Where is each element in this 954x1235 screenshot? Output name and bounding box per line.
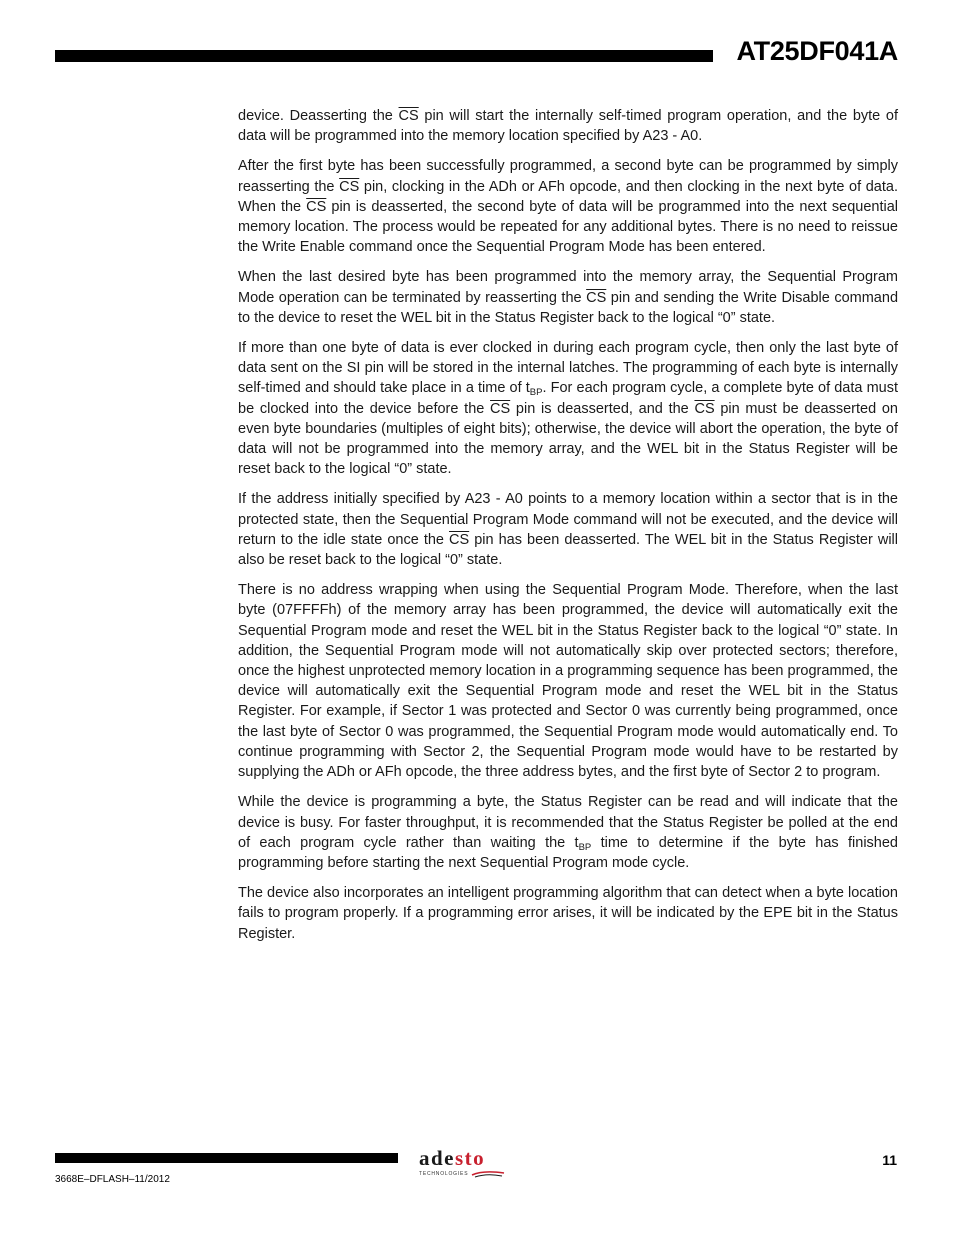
- paragraph-5: If the address initially specified by A23 - A0 points to a memory location within a sector that is in the protected state, then the Sequential Program Mode command will not be executed, and the device will return to the idle state once the $\overline{CS}$ pin has been deasserted. The WEL bit in the Status Register will also be reset back to the logical “0” state.: [238, 491, 898, 569]
- paragraph-7: While the device is programming a byte, the Status Register can be read and will indicate that the device is busy. For faster throughput, it is recommended that the Status Register be polled at the end of each program cycle rather than waiting the $t_{BP}$ time to determine if the byte has finished programming before starting the next Sequential Program mode cycle.: [238, 794, 898, 871]
- paragraph-8: The device also incorporates an intelligent programming algorithm that can detect when a byte location fails to program properly. If a programming error arises, it will be indicated by the EPE bit in the Status Register.: [238, 885, 898, 942]
- paragraph-1: device. Deasserting the $\overline{CS}$ pin will start the internally self-timed program operation, and the byte of data will be programmed into the memory location specified by A23 - A0.: [238, 108, 899, 145]
- paragraph-3: When the last desired byte has been programmed into the memory array, the Sequential Program Mode operation can be terminated by reasserting the $\overline{CS}$ pin and sending the Write Disable command to the device to reset the WEL bit in the Status Register back to the logical “0” state.: [238, 269, 899, 326]
- tbp-subscript: BP: [529, 387, 543, 399]
- document-title: AT25DF041A: [736, 36, 898, 66]
- page-number: 11: [882, 1152, 897, 1168]
- tbp-subscript: BP: [578, 841, 592, 853]
- paragraph-4: If more than one byte of data is ever clocked in during each program cycle, then only the last byte of data sent on the SI pin will be stored in the internal latches. The programming of each byte is internally self-timed and should take place in a time of $t_{BP}$. For each program cycle, a complete byte of data must be clocked into the device before the $\overline{CS}$ pin is deasserted, and the $\overline{CS}$ pin must be deasserted on even byte boundaries (multiples of eight bits); otherwise, the device will abort the operation, the byte of data will not be programmed into the memory array, and the WEL bit in the Status Register will be reset back to the logical “0” state.: [238, 340, 899, 478]
- logo-wordmark: adesto: [419, 1146, 486, 1170]
- cs-signal: $\overline{CS}$: [586, 289, 607, 306]
- cs-signal: $\overline{CS}$: [306, 198, 327, 215]
- body-text: [238, 106, 898, 954]
- document-number: 3668E–DFLASH–11/2012: [55, 1174, 170, 1185]
- footer-rule: [55, 1153, 398, 1163]
- logo-tagline: TECHNOLOGIES: [419, 1171, 469, 1177]
- cs-signal: $\overline{CS}$: [490, 400, 511, 417]
- paragraph-6: There is no address wrapping when using the Sequential Program Mode. Therefore, when the last byte (07FFFFh) of the memory array has been programmed, the device will automatically exit the Sequential Program mode and reset the WEL bit in the Status Register back to the logical “0” state. In addition, the Sequential Program mode will not automatically skip over protected sectors; therefore, once the highest unprotected memory location in a programming sequence has been programmed, the device will automatically exit the Sequential Program mode and reset the WEL bit in the Status Register. For example, if Sector 1 was protected and Sector 0 was currently being programmed, once the last byte of Sector 0 was programmed, the Sequential Program mode would automatically end. To continue programming with Sector 2, the Sequential Program mode would have to be restarted by supplying the ADh or AFh opcode, the three address bytes, and the first byte of Sector 2 to program.: [238, 582, 898, 781]
- paragraph-2: After the first byte has been successfully programmed, a second byte can be programmed by simply reasserting the $\overline{CS}$ pin, clocking in the ADh or AFh opcode, and then clocking in the next byte of data. When the $\overline{CS}$ pin is deasserted, the second byte of data will be programmed into the next sequential memory location. The process would be repeated for any additional bytes. There is no need to reissue the Write Enable command once the Sequential Program Mode has been entered.: [238, 158, 899, 256]
- cs-signal: $\overline{CS}$: [694, 400, 715, 417]
- header-rule: [55, 50, 713, 62]
- cs-signal: $\overline{CS}$: [339, 178, 360, 195]
- cs-signal: $\overline{CS}$: [449, 531, 470, 548]
- logo-swoosh-icon: [471, 1170, 505, 1178]
- cs-signal: $\overline{CS}$: [398, 108, 419, 124]
- adesto-logo: [419, 1148, 509, 1182]
